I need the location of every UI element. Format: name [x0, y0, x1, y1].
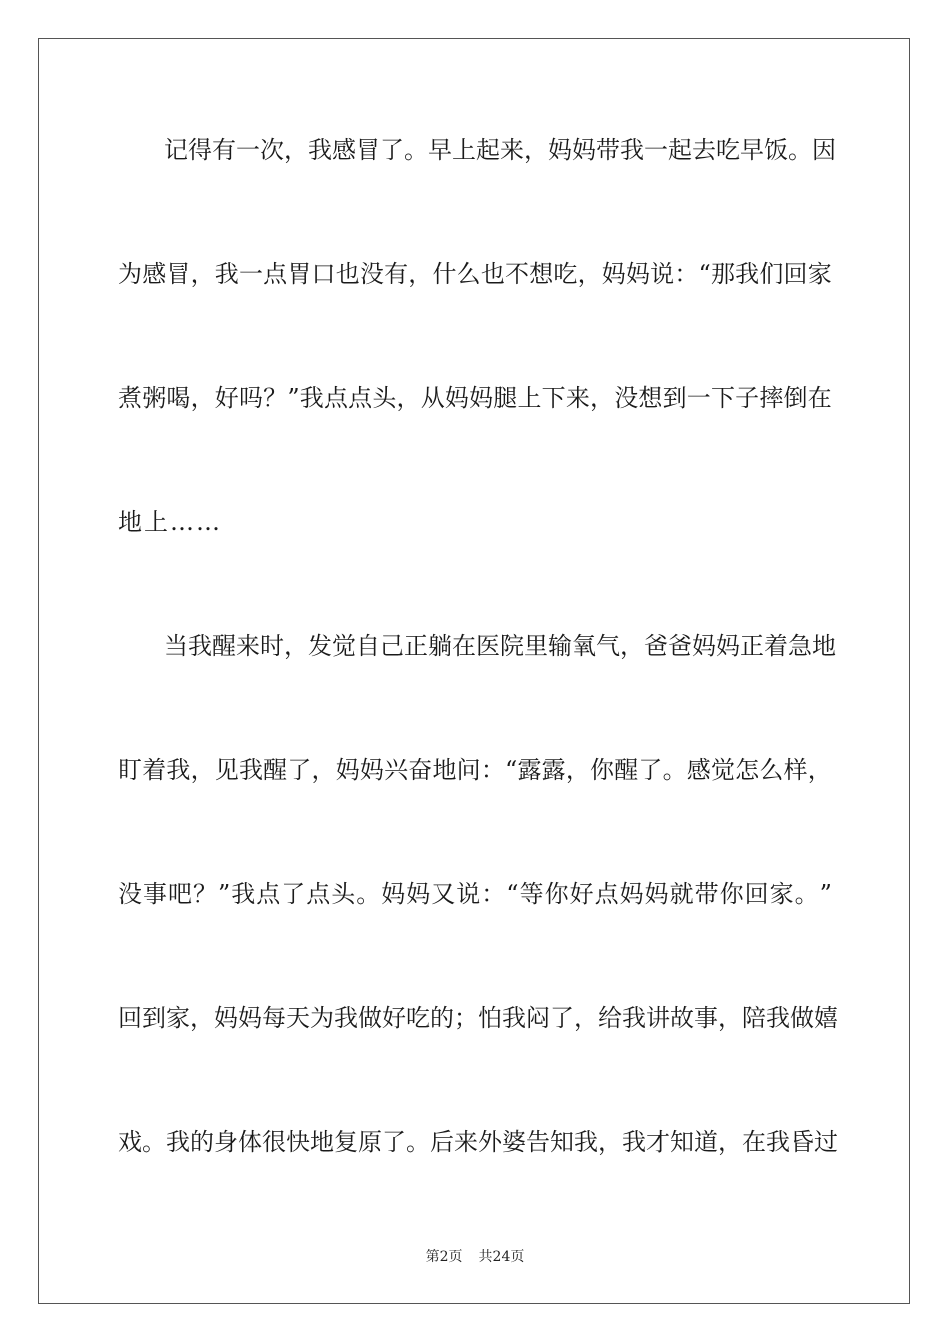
text-line-6: 盯 着 我 ， 见 我 醒 了 ， 妈 妈 兴 奋 地 问 ： “ 露 露 ， 你 醒 了 。 感 觉 怎 么 样 ，	[118, 756, 832, 784]
text-line-1: 记 得 有 一 次 ， 我 感 冒 了 。 早 上 起 来 ， 妈 妈 带 我 一 起 去 吃 早 饭 。 因	[164, 136, 836, 164]
page-number: 第2页	[425, 1249, 463, 1265]
text-line-8: 回 到 家 ， 妈 妈 每 天 为 我 做 好 吃 的 ； 怕 我 闷 了 ， 给 我 讲 故 事 ， 陪 我 做 嬉	[118, 1004, 838, 1032]
text-line-4: 地上……	[118, 508, 222, 536]
text-line-9: 戏 。 我 的 身 体 很 快 地 复 原 了 。 后 来 外 婆 告 知 我 ， 我 才 知 道 ， 在 我 昏 过	[118, 1128, 838, 1156]
page-frame	[38, 38, 910, 1304]
text-line-2: 为 感 冒 ， 我 一 点 胃 口 也 没 有 ， 什 么 也 不 想 吃 ， 妈 妈 说 ： “ 那 我 们 回 家	[118, 260, 832, 288]
text-line-3: 煮 粥 喝 ， 好 吗 ？ ” 我 点 点 头 ， 从 妈 妈 腿 上 下 来 ， 没 想 到 一 下 子 摔 倒 在	[118, 384, 832, 412]
text-line-5: 当 我 醒 来 时 ， 发 觉 自 己 正 躺 在 医 院 里 输 氧 气 ， 爸 爸 妈 妈 正 着 急 地	[164, 632, 836, 660]
page-total: 共24页	[478, 1249, 525, 1265]
text-line-7: 没 事 吧 ？ ” 我 点 了 点 头 。 妈 妈 又 说 ： “ 等 你 好 点 妈 妈 就 带 你 回 家 。 ”	[118, 880, 832, 908]
page-footer	[0, 1247, 950, 1267]
